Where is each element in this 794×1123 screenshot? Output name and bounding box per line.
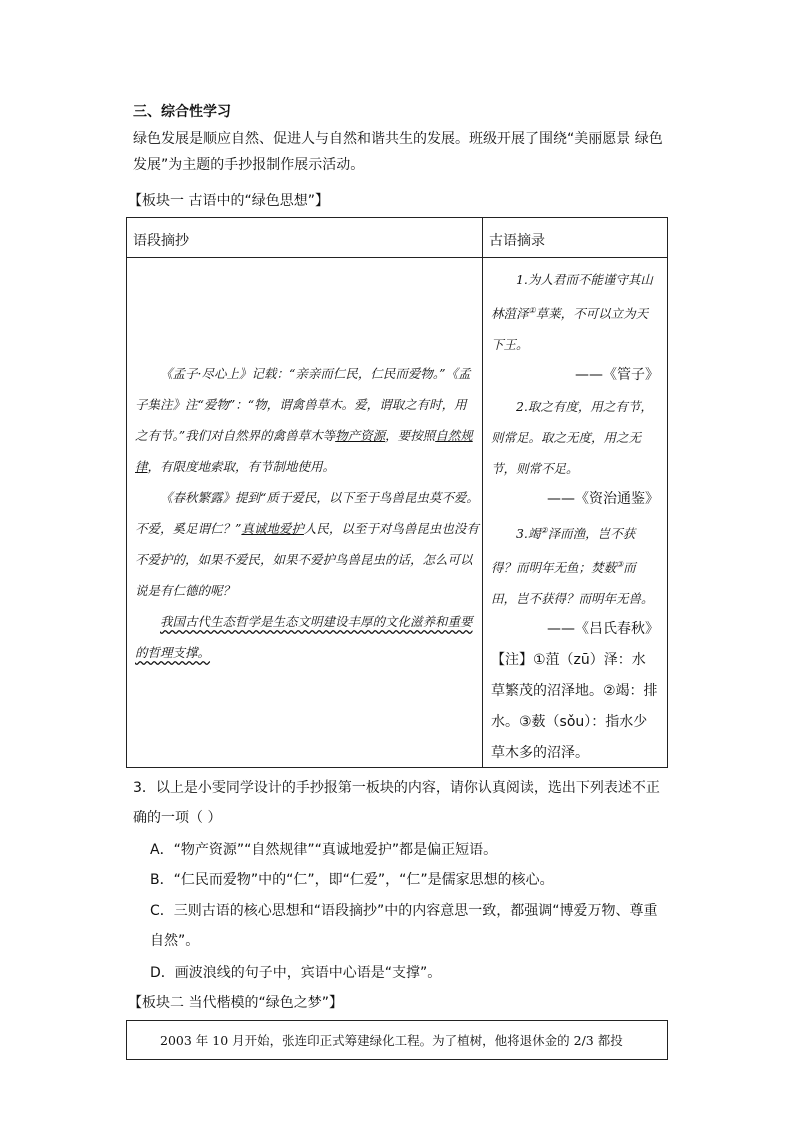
annotation-note: 【注】①菹（zū）泽：水草繁茂的沼泽地。②竭：排水。③薮（sǒu）：指水少草木多的沼泽。 — [490, 652, 658, 762]
underlined-phrase: 真诚地爱护 — [241, 521, 304, 536]
underlined-phrase: 自然规律 — [135, 428, 473, 474]
option-a: A．“物产资源”“自然规律”“真诚地爱护”都是偏正短语。 — [150, 842, 498, 858]
excerpt-table — [126, 217, 668, 768]
intro-paragraph: 绿色发展是顺应自然、促进人与自然和谐共生的发展。班级开展了围绕“美丽愿景 绿色发展”为主题的手抄报制作展示活动。 — [133, 131, 663, 173]
wavy-underlined-sentence: 我国古代生态哲学是生态文明建设丰厚的文化滋养和重要的哲理支撑。 — [135, 614, 473, 660]
underlined-phrase: 物产资源 — [335, 428, 386, 443]
block1-title: 【板块一 古语中的“绿色思想”】 — [128, 193, 329, 209]
quote-source: ——《管子》 — [574, 367, 659, 384]
col-header-right: 古语摘录 — [482, 218, 667, 258]
col-header-left: 语段摘抄 — [127, 218, 483, 258]
quote-source: ——《资治通鉴》 — [546, 491, 659, 508]
excerpt-cell — [127, 258, 483, 768]
section-title: 三、综合性学习 — [133, 104, 231, 120]
ancient-quotes-cell — [482, 258, 667, 768]
option-d: D．画波浪线的句子中，宾语中心语是“支撑”。 — [150, 965, 442, 981]
question-stem: 3．以上是小雯同学设计的手抄报第一板块的内容，请你认真阅读，选出下列表述不正确的一项（ ） — [133, 780, 660, 826]
option-c: C．三则古语的核心思想和“语段摘抄”中的内容意思一致，都强调“博爱万物、尊重自然”。 — [150, 903, 658, 949]
quote-source: ——《吕氏春秋》 — [546, 621, 659, 638]
block2-box — [126, 1020, 668, 1060]
excerpt-text: 《孟子·尽心上》记载：“亲亲而仁民，仁民而爱物。”《孟子集注》注“爱物”：“物，谓禽兽草木。爱，谓取之有时，用之有节。”我们对自然界的禽兽草木等物产资源，要按照自然规律，有限度地索取，有节制地使用。 《春秋繁露》提到“质于爱民，以下至于鸟兽昆虫莫不爱。不爱，奚足谓仁？”真诚地爱护人民，以至于对鸟兽昆虫也没有不爱护的，如果不爱民，如果不爱护鸟兽昆虫的话，怎么可以说是有仁德的呢？ 我国古代生态哲学是生态文明建设丰厚的文化滋养和重要的哲理支撑。 — [135, 366, 479, 660]
block2-title: 【板块二 当代楷模的“绿色之梦”】 — [128, 995, 343, 1011]
block2-text: 2003 年 10 月开始，张连印正式筹建绿化工程。为了植树，他将退休金的 2/3 都投 — [160, 1033, 623, 1048]
option-b: B．“仁民而爱物”中的“仁”，即“仁爱”，“仁”是儒家思想的核心。 — [150, 872, 554, 888]
ancient-quotes: 1.为人君而不能谨守其山林菹泽①草莱，不可以立为天下王。 ——《管子》 2.取之有度，用之有节，则常足。取之无度，用之无节，则常不足。 ——《资治通鉴》 3.竭②泽而渔，岂不获得？而明年无鱼；焚薮③而田，岂不获得？而明年无兽。 ——《吕氏春秋》 【注】①菹（zū）泽：水草繁茂的沼泽地。②竭：排水。③薮（sǒu）：指水少草木多的沼泽。 — [491, 264, 659, 769]
